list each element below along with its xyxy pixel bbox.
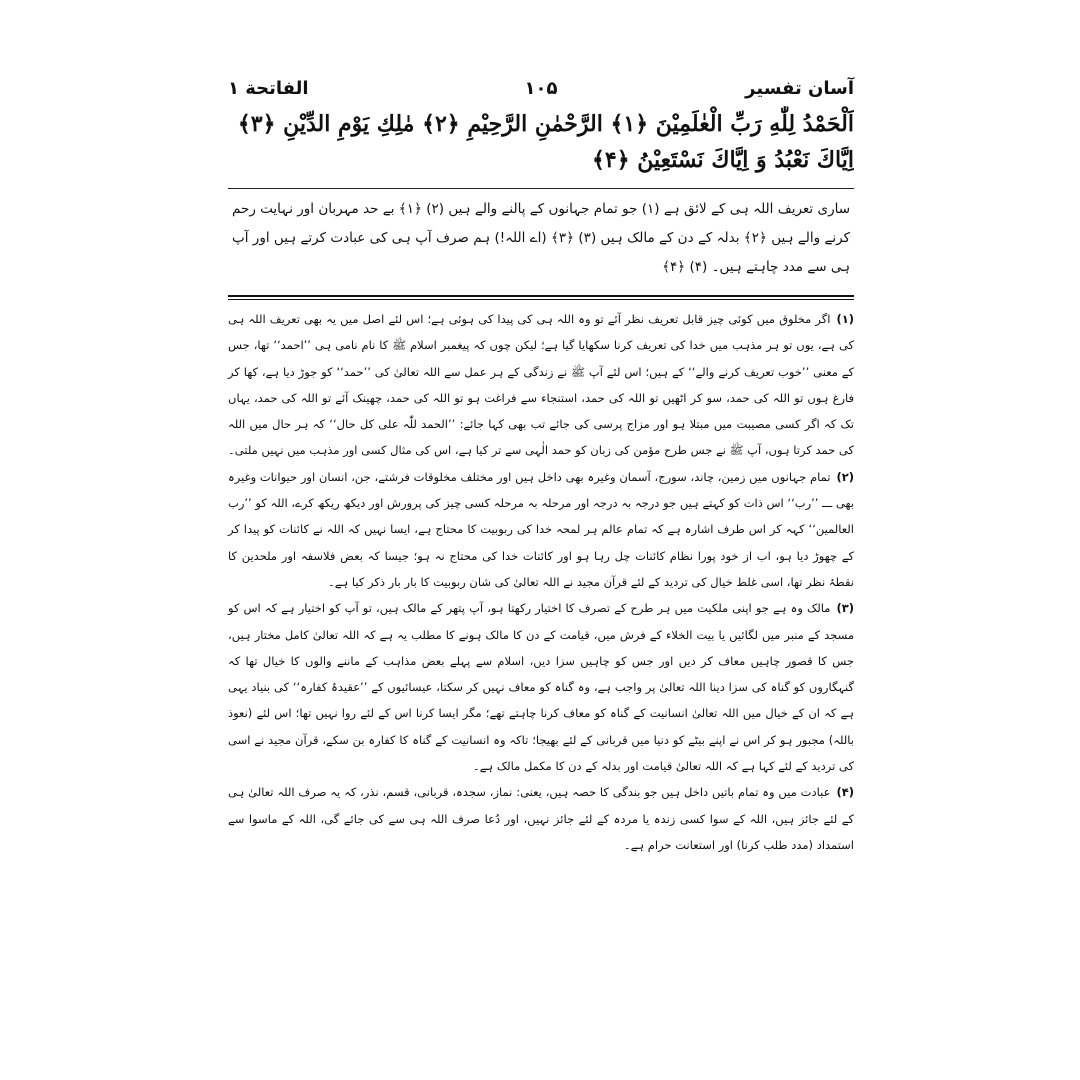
note-3 [228,595,854,779]
note-text: مالک وہ ہے جو اپنی ملکیت میں ہر طرح کے تصرف کا اختیار رکھتا ہو، آپ پتھر کے مالک ہیں، تو آپ کو اختیار ہے کہ اس کو مسجد کے منبر میں لگائیں یا بیت الخلاء کے فرش میں، قیامت کے دن کا مالک ہونے کا مطلب یہ ہے کہ اللہ تعالیٰ کامل مختار ہیں، جس کا قصور چاہیں معاف کر دیں اور جس کو چاہیں سزا دیں، اسلام سے پہلے بعض مذاہب کے ماننے والوں کا خیال تھا کہ گنہگاروں کو گناہ کی سزا دینا اللہ تعالیٰ پر واجب ہے، وہ گناہ کو معاف نہیں کر سکتا، عیسائیوں کے ’’عقیدۂ کفارہ‘‘ کی بنیاد یہی ہے کہ ان کے خیال میں اللہ تعالیٰ انسانیت کے گناہ کو معاف کرنا چاہتے تھے؛ مگر ایسا کرنا اس کے لئے روا نہیں تھا؛ اس لئے (نعوذ باللہ) مجبور ہو کر اس نے اپنے بیٹے کو دنیا میں قربانی کے لئے بھیجا؛ تاکہ وہ انسانیت کے گناہ کا کفارہ بن سکے، قرآن مجید نے اسی کی تردید کے لئے کہا ہے کہ اللہ تعالیٰ قیامت اور بدلہ کے دن کا مکمل مالک ہے۔ [228,601,854,774]
note-number: (۱) [836,312,854,326]
surah-title: الفاتحة ۱ [228,78,309,99]
note-number: (۳) [836,601,854,616]
note-text: عبادت میں وہ تمام باتیں داخل ہیں جو بندگی کا حصہ ہیں، یعنی: نماز، سجدہ، قربانی، قسم، نذر، کہ یہ صرف اللہ تعالیٰ ہی کے لئے جائز ہیں، اللہ کے سوا کسی زندہ یا مردہ کے لئے جائز نہیں، اور دُعا صرف اللہ ہی سے کی جائے گی، اللہ کے ماسوا سے استمداد (مدد طلب کرنا) اور استعانت حرام ہے۔ [228,785,854,852]
urdu-translation: ساری تعریف اللہ ہی کے لائق ہے (۱) جو تمام جہانوں کے پالنے والے ہیں (۲) ﴿۱﴾ بے حد مہربان اور نہایت رحم کرنے والے ہیں ﴿۲﴾ بدلہ کے دن کے مالک ہیں (۳) ﴿۳﴾ (اے اللہ!) ہم صرف آپ ہی کی عبادت کرتے ہیں اور آپ ہی سے مدد چاہتے ہیں۔ (۴) ﴿۴﴾ [232,201,851,275]
note-number: (۴) [836,785,854,800]
page-header [228,78,854,104]
commentary-notes [228,306,854,858]
page-number: ۱۰۵ [524,78,558,99]
note-number: (۲) [836,469,854,484]
note-2 [228,464,854,595]
quran-commentary-page [228,78,854,1068]
note-1 [228,306,854,464]
book-title: آسان تفسیر [745,78,854,99]
note-text: اگر مخلوق میں کوئی چیز قابل تعریف نظر آئے تو وہ اللہ ہی کی پیدا کی ہوئی ہے؛ اس لئے اصل میں یہ بھی تعریف اللہ ہی کی ہے، یوں تو ہر مذہب میں خدا کی تعریف کرنا سکھایا گیا ہے؛ لیکن چوں کہ پیغمبر اسلام ﷺ کا نام نامی ہی ’’احمد‘‘ تھا، جس کے معنی ’’خوب تعریف کرنے والے‘‘ کے ہیں؛ اس لئے آپ ﷺ نے زندگی کے ہر عمل سے اللہ تعالیٰ کی ’’حمد‘‘ کو جوڑ دیا ہے، کھا کر فارغ ہوں تو اللہ کی حمد، سو کر اٹھیں تو اللہ کی حمد، استنجاء سے فراغت ہو تو اللہ کی حمد، چھینک آئے تو اللہ کی حمد، یہاں تک کہ اگر کسی مصیبت میں مبتلا ہو اور مزاج پرسی کی جائے تب بھی کہا جائے: ’’الحمد للّٰہ علی کل حال‘‘ کہ ہر حال میں اللہ کی حمد کرتا ہوں، آپ ﷺ نے جس طرح مؤمن کی زبان کو حمد الٰہی سے تر کیا ہے، اس کی مثال کسی اور مذہب میں نہیں ملتی۔ [228,312,854,458]
note-4 [228,779,854,858]
arabic-verse: اَلْحَمْدُ لِلّٰهِ رَبِّ الْعٰلَمِیْنَ ﴿۱﴾ الرَّحْمٰنِ الرَّحِیْمِ ﴿۲﴾ مٰلِكِ یَوْمِ الدِّیْنِ ﴿۳﴾ اِیَّاكَ نَعْبُدُ وَ اِیَّاكَ نَسْتَعِیْنُ ﴿۴﴾ [237,111,854,173]
note-text: تمام جہانوں میں زمین، چاند، سورج، آسمان وغیرہ بھی داخل ہیں اور مختلف مخلوقات فرشتے، جن، انسان اور حیوانات وغیرہ بھی ـــ ’’رب‘‘ اس ذات کو کہتے ہیں جو درجہ بہ درجہ اور مرحلہ بہ مرحلہ کسی چیز کی پرورش اور دیکھ ریکھ کرے، اللہ کو ’’رب العالمین‘‘ کہہ کر اس طرف اشارہ ہے کہ تمام عالم ہر لمحہ خدا کی ربوبیت کا محتاج ہے، ایسا نہیں کہ اللہ نے کائنات کو پیدا کر کے چھوڑ دیا ہو، اب از خود پورا نظام کائنات چل رہا ہو اور کائنات خدا کی محتاج نہ ہو؛ جیسا کہ بعض فلاسفہ اور ملحدین کا نقطۂ نظر تھا، اسی غلط خیال کی تردید کے لئے قرآن مجید نے اللہ تعالیٰ کی شان ربوبیت کا بار بار ذکر کیا ہے۔ [228,469,854,589]
double-divider [228,295,854,300]
